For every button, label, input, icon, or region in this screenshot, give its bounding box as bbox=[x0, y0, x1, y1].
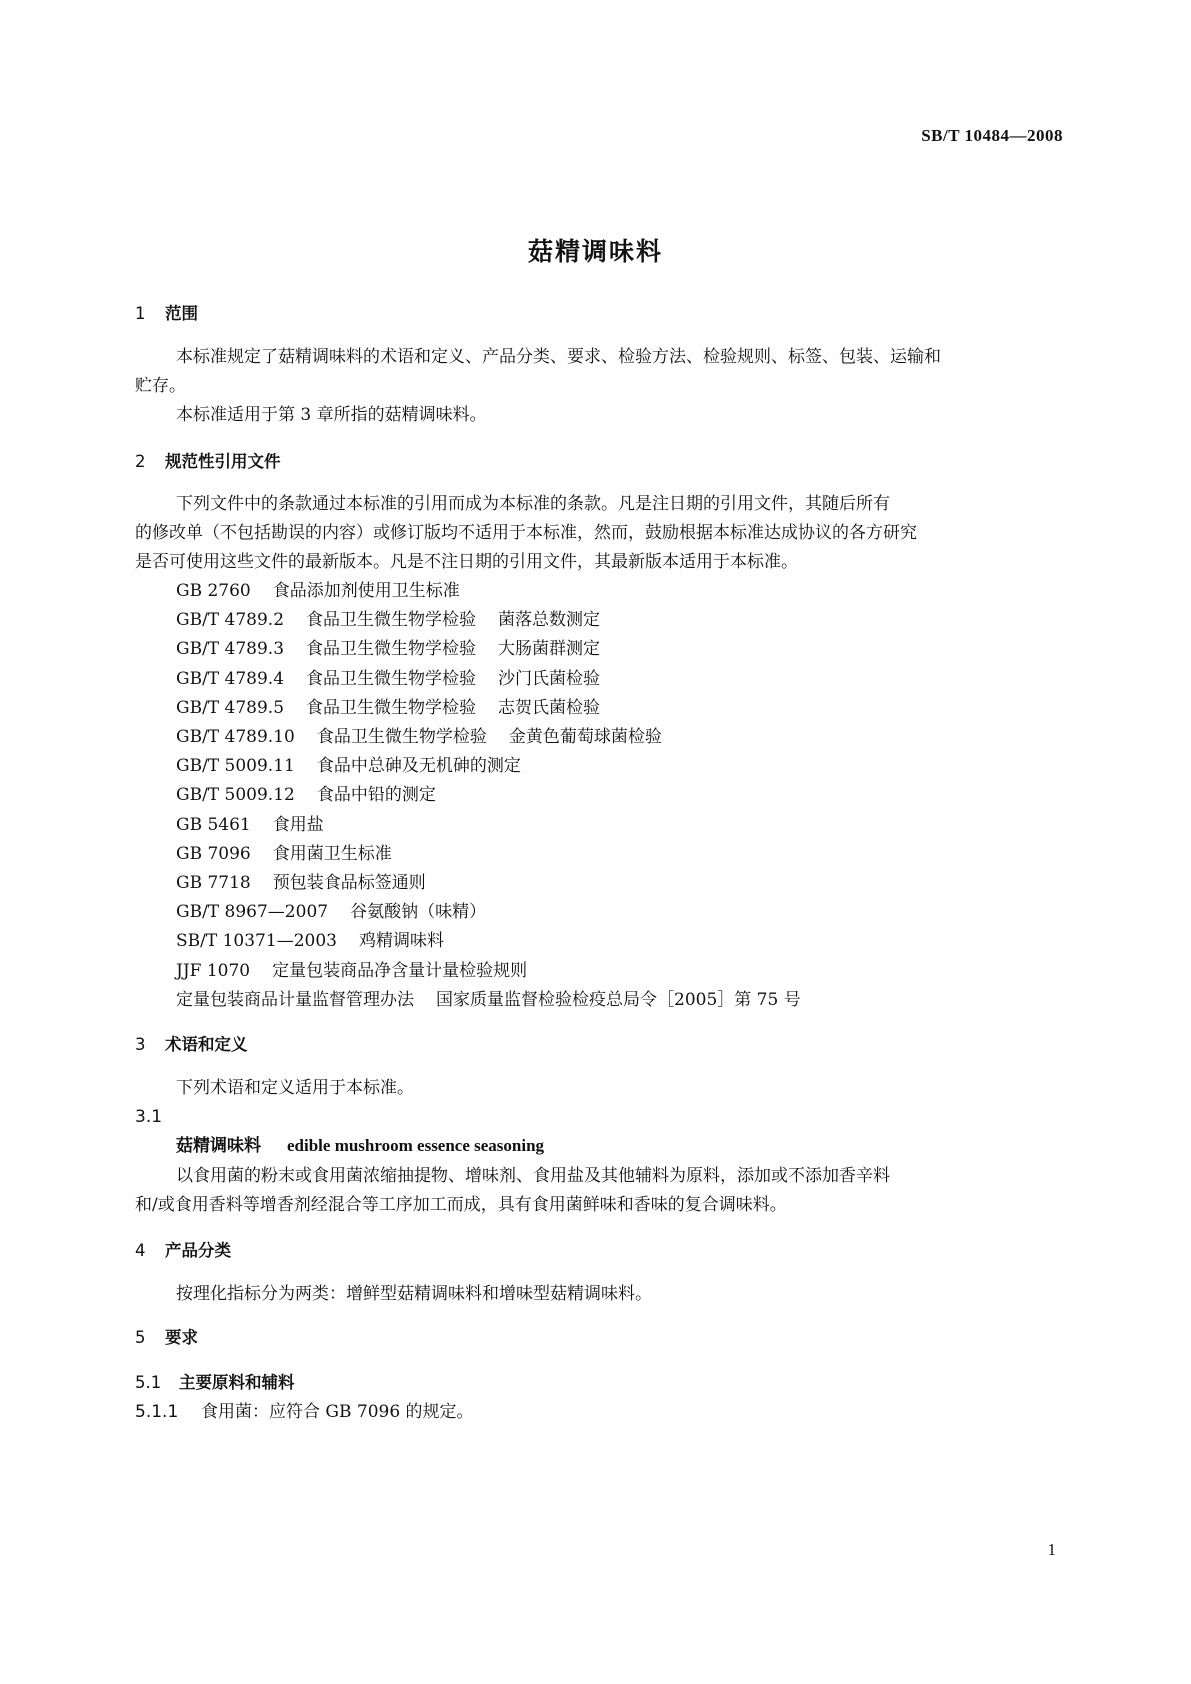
sec2-intro-line: 下列文件中的条款通过本标准的引用而成为本标准的条款。凡是注日期的引用文件，其随后所有 bbox=[176, 494, 890, 514]
term-english: edible mushroom essence seasoning bbox=[287, 1136, 545, 1155]
section-2-heading bbox=[135, 449, 281, 475]
section-number: 3 bbox=[135, 1035, 146, 1054]
reference-code: GB 2760 bbox=[176, 581, 251, 601]
reference-title: 谷氨酸钠（味精） bbox=[350, 902, 487, 923]
reference-subtitle: 菌落总数测定 bbox=[498, 610, 601, 631]
reference-title: 食品中铅的测定 bbox=[316, 785, 436, 806]
reference-item bbox=[176, 958, 527, 984]
reference-item bbox=[176, 841, 392, 867]
sec3-intro: 下列术语和定义适用于本标准。 bbox=[176, 1078, 414, 1098]
page-number: 1 bbox=[1047, 1540, 1056, 1559]
section-number: 2 bbox=[135, 452, 146, 471]
section-title: 术语和定义 bbox=[165, 1035, 248, 1054]
reference-item bbox=[176, 636, 600, 662]
reference-item bbox=[176, 753, 521, 779]
reference-item bbox=[176, 782, 436, 808]
reference-title: 食品卫生微生物学检验 bbox=[316, 727, 487, 747]
reference-title: 食品卫生微生物学检验 bbox=[306, 610, 477, 631]
reference-code: GB/T 5009.11 bbox=[176, 756, 295, 777]
reference-code: SB/T 10371—2003 bbox=[176, 931, 337, 952]
reference-item bbox=[176, 870, 426, 896]
sec1-paragraph-line: 本标准规定了菇精调味料的术语和定义、产品分类、要求、检验方法、检验规则、标签、包装、运输和 bbox=[176, 347, 941, 367]
reference-item bbox=[176, 928, 444, 954]
reference-item bbox=[176, 695, 600, 721]
section-title: 产品分类 bbox=[165, 1241, 231, 1260]
reference-title: 食品卫生微生物学检验 bbox=[306, 668, 477, 689]
section-number: 4 bbox=[135, 1241, 146, 1260]
reference-title: 食品中总砷及无机砷的测定 bbox=[316, 756, 521, 777]
reference-item bbox=[176, 987, 801, 1013]
section-number: 1 bbox=[135, 304, 146, 323]
reference-code: GB 7096 bbox=[176, 843, 251, 864]
reference-item bbox=[176, 666, 600, 692]
term-definition-line: 和/或食用香料等增香剂经混合等工序加工而成，具有食用菌鲜味和香味的复合调味料。 bbox=[135, 1195, 787, 1215]
reference-item bbox=[176, 724, 662, 750]
document-title: 菇精调味料 bbox=[527, 237, 663, 266]
reference-code: JJF 1070 bbox=[176, 960, 251, 981]
section-4-heading bbox=[135, 1238, 231, 1264]
reference-code: 定量包装商品计量监督管理办法 bbox=[176, 989, 414, 1010]
sec1-paragraph-2: 本标准适用于第 3 章所指的菇精调味料。 bbox=[176, 405, 487, 425]
term-entry bbox=[176, 1133, 544, 1159]
reference-code: GB/T 4789.5 bbox=[176, 697, 285, 718]
reference-title: 预包装食品标签通则 bbox=[272, 873, 426, 893]
section-title: 规范性引用文件 bbox=[165, 452, 281, 471]
sec2-intro-line: 是否可使用这些文件的最新版本。凡是不注日期的引用文件，其最新版本适用于本标准。 bbox=[135, 552, 798, 572]
reference-title: 食用盐 bbox=[272, 814, 324, 835]
reference-code: GB/T 4789.3 bbox=[176, 639, 285, 660]
reference-subtitle: 金黄色葡萄球菌检验 bbox=[508, 727, 662, 747]
reference-title: 食品卫生微生物学检验 bbox=[306, 697, 477, 718]
reference-code: GB 7718 bbox=[176, 873, 251, 893]
reference-title: 定量包装商品净含量计量检验规则 bbox=[272, 960, 528, 981]
reference-code: GB/T 4789.2 bbox=[176, 610, 285, 631]
reference-code: GB/T 4789.10 bbox=[176, 727, 295, 747]
reference-title: 食品卫生微生物学检验 bbox=[306, 639, 477, 660]
section-1-heading bbox=[135, 301, 198, 327]
reference-item bbox=[176, 812, 324, 838]
sec4-text: 按理化指标分为两类：增鲜型菇精调味料和增味型菇精调味料。 bbox=[176, 1284, 652, 1304]
section-5-heading bbox=[135, 1325, 198, 1351]
reference-title: 鸡精调味料 bbox=[358, 931, 444, 952]
reference-code: GB/T 8967—2007 bbox=[176, 902, 329, 923]
reference-code: GB/T 5009.12 bbox=[176, 785, 295, 806]
sec2-intro-line: 的修改单（不包括勘误的内容）或修订版均不适用于本标准，然而，鼓励根据本标准达成协议的各方研究 bbox=[135, 523, 917, 543]
term-definition-line: 以食用菌的粉末或食用菌浓缩抽提物、增味剂、食用盐及其他辅料为原料，添加或不添加香辛料 bbox=[176, 1166, 890, 1186]
reference-subtitle: 沙门氏菌检验 bbox=[498, 668, 601, 689]
reference-code: GB 5461 bbox=[176, 814, 251, 835]
section-number: 5 bbox=[135, 1328, 146, 1347]
standard-code: SB/T 10484—2008 bbox=[921, 126, 1063, 145]
reference-item bbox=[176, 578, 460, 604]
reference-item bbox=[176, 607, 600, 633]
section-title: 范围 bbox=[165, 304, 198, 323]
reference-code: GB/T 4789.4 bbox=[176, 668, 285, 689]
clause-5-1-1 bbox=[135, 1399, 474, 1425]
clause-number: 5.1.1 bbox=[135, 1402, 179, 1422]
section-3-heading bbox=[135, 1032, 248, 1058]
term-chinese: 菇精调味料 bbox=[176, 1136, 261, 1156]
reference-subtitle: 志贺氏菌检验 bbox=[498, 697, 601, 718]
reference-title: 食品添加剂使用卫生标准 bbox=[272, 581, 460, 601]
subsection-number: 3.1 bbox=[135, 1107, 163, 1127]
sec1-paragraph-line: 贮存。 bbox=[135, 376, 186, 396]
reference-title: 食用菌卫生标准 bbox=[272, 843, 392, 864]
clause-text: 食用菌：应符合 GB 7096 的规定。 bbox=[201, 1402, 474, 1422]
subsection-5-1-heading bbox=[135, 1370, 295, 1396]
section-title: 要求 bbox=[165, 1328, 198, 1347]
reference-title: 国家质量监督检验检疫总局令［2005］第 75 号 bbox=[436, 989, 801, 1010]
subsection-number: 5.1 bbox=[135, 1373, 162, 1392]
reference-item bbox=[176, 899, 486, 925]
subsection-title: 主要原料和辅料 bbox=[179, 1373, 295, 1392]
reference-subtitle: 大肠菌群测定 bbox=[498, 639, 601, 660]
